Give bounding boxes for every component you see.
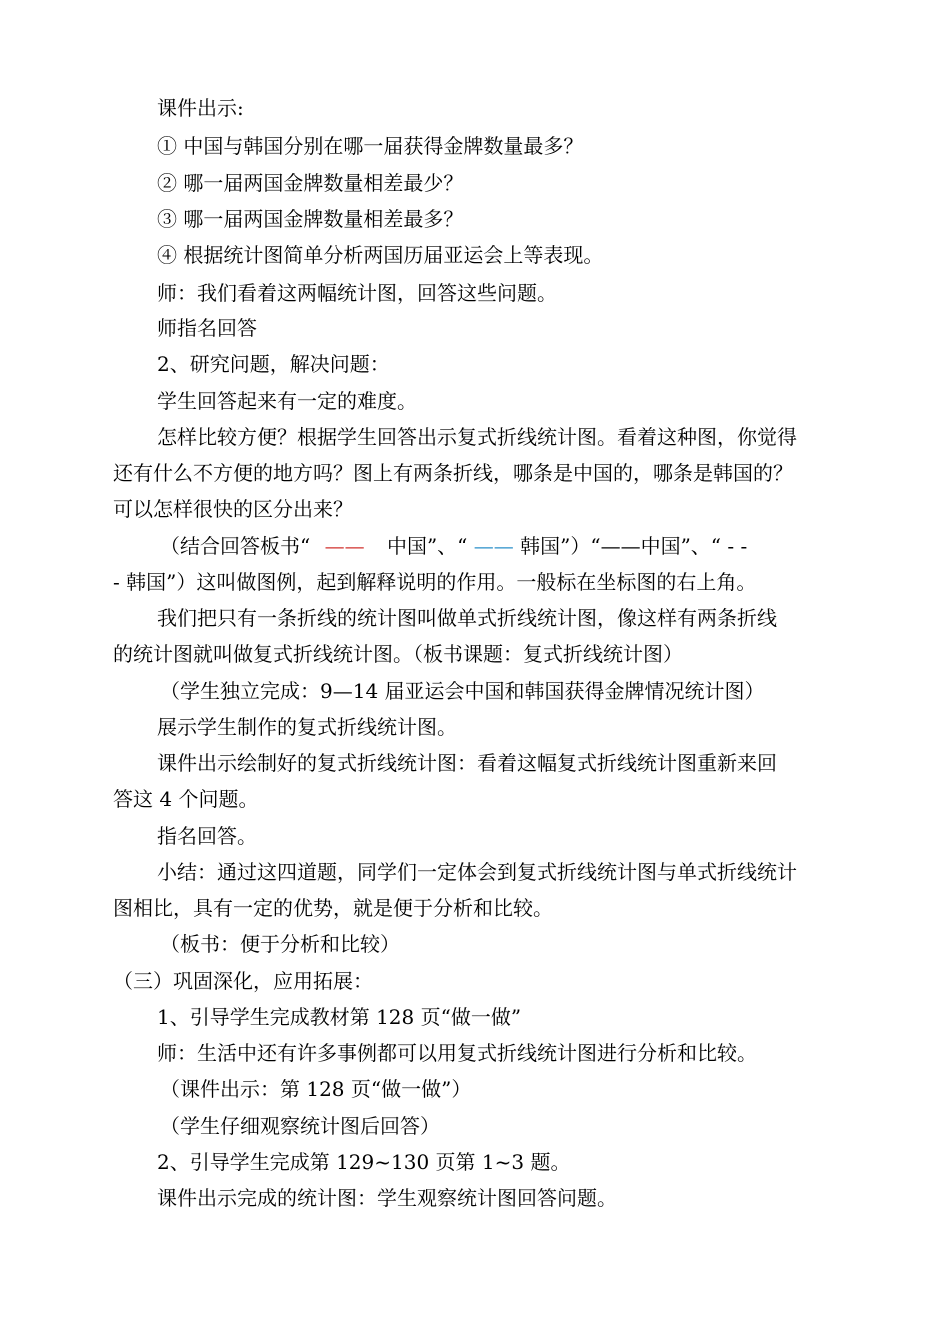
korea-legend-dash: —— [473, 534, 514, 558]
text-line: 课件出示: [157, 96, 244, 120]
text-line: 学生回答起来有一定的难度。 [157, 389, 417, 413]
question-2: ② 哪一届两国金牌数量相差最少？ [157, 171, 464, 195]
section-heading: 2、研究问题，解决问题： [157, 352, 390, 376]
question-4: ④ 根据统计图简单分析两国历届亚运会上等表现。 [157, 243, 604, 267]
text-segment: （结合回答板书“ [160, 534, 311, 558]
text-line: 图相比，具有一定的优势，就是便于分析和比较。 [113, 896, 553, 920]
text-line: （课件出示：第 128 页“做一做”） [160, 1077, 472, 1101]
text-segment: 韩国”）“——中国”、“ - - [520, 534, 748, 558]
text-line: 2、引导学生完成第 129~130 页第 1~3 题。 [157, 1150, 571, 1174]
legend-line [160, 534, 860, 558]
china-legend-dash: —— [324, 534, 365, 558]
question-3: ③ 哪一届两国金牌数量相差最多？ [157, 207, 464, 231]
section-heading: （三）巩固深化，应用拓展： [113, 969, 373, 993]
text-line: 我们把只有一条折线的统计图叫做单式折线统计图，像这样有两条折线 [157, 606, 777, 630]
text-line: 师：生活中还有许多事例都可以用复式折线统计图进行分析和比较。 [157, 1041, 757, 1065]
text-line: 还有什么不方便的地方吗？图上有两条折线，哪条是中国的，哪条是韩国的？ [113, 461, 793, 485]
text-line: 师指名回答 [157, 316, 257, 340]
text-line: （板书：便于分析和比较） [160, 932, 400, 956]
text-line: （学生仔细观察统计图后回答） [160, 1114, 440, 1138]
text-line: 课件出示绘制好的复式折线统计图：看着这幅复式折线统计图重新来回 [157, 751, 777, 775]
text-line: 展示学生制作的复式折线统计图。 [157, 715, 457, 739]
text-line: - 韩国”）这叫做图例，起到解释说明的作用。一般标在坐标图的右上角。 [113, 570, 757, 594]
text-line: 指名回答。 [157, 824, 257, 848]
text-line: 答这 4 个问题。 [113, 787, 259, 811]
text-line: 的统计图就叫做复式折线统计图。（板书课题：复式折线统计图） [113, 642, 683, 666]
text-line: 师：我们看着这两幅统计图，回答这些问题。 [157, 281, 557, 305]
text-line: 小结：通过这四道题，同学们一定体会到复式折线统计图与单式折线统计 [157, 860, 797, 884]
question-1: ① 中国与韩国分别在哪一届获得金牌数量最多？ [157, 134, 584, 158]
text-segment: 中国”、“ [386, 534, 468, 558]
text-line: 可以怎样很快的区分出来？ [113, 497, 353, 521]
text-line: 课件出示完成的统计图：学生观察统计图回答问题。 [157, 1186, 617, 1210]
text-line: 怎样比较方便？根据学生回答出示复式折线统计图。看着这种图，你觉得 [157, 425, 797, 449]
text-line: 1、引导学生完成教材第 128 页“做一做” [157, 1005, 522, 1029]
text-line: （学生独立完成：9—14 届亚运会中国和韩国获得金牌情况统计图） [160, 679, 765, 703]
